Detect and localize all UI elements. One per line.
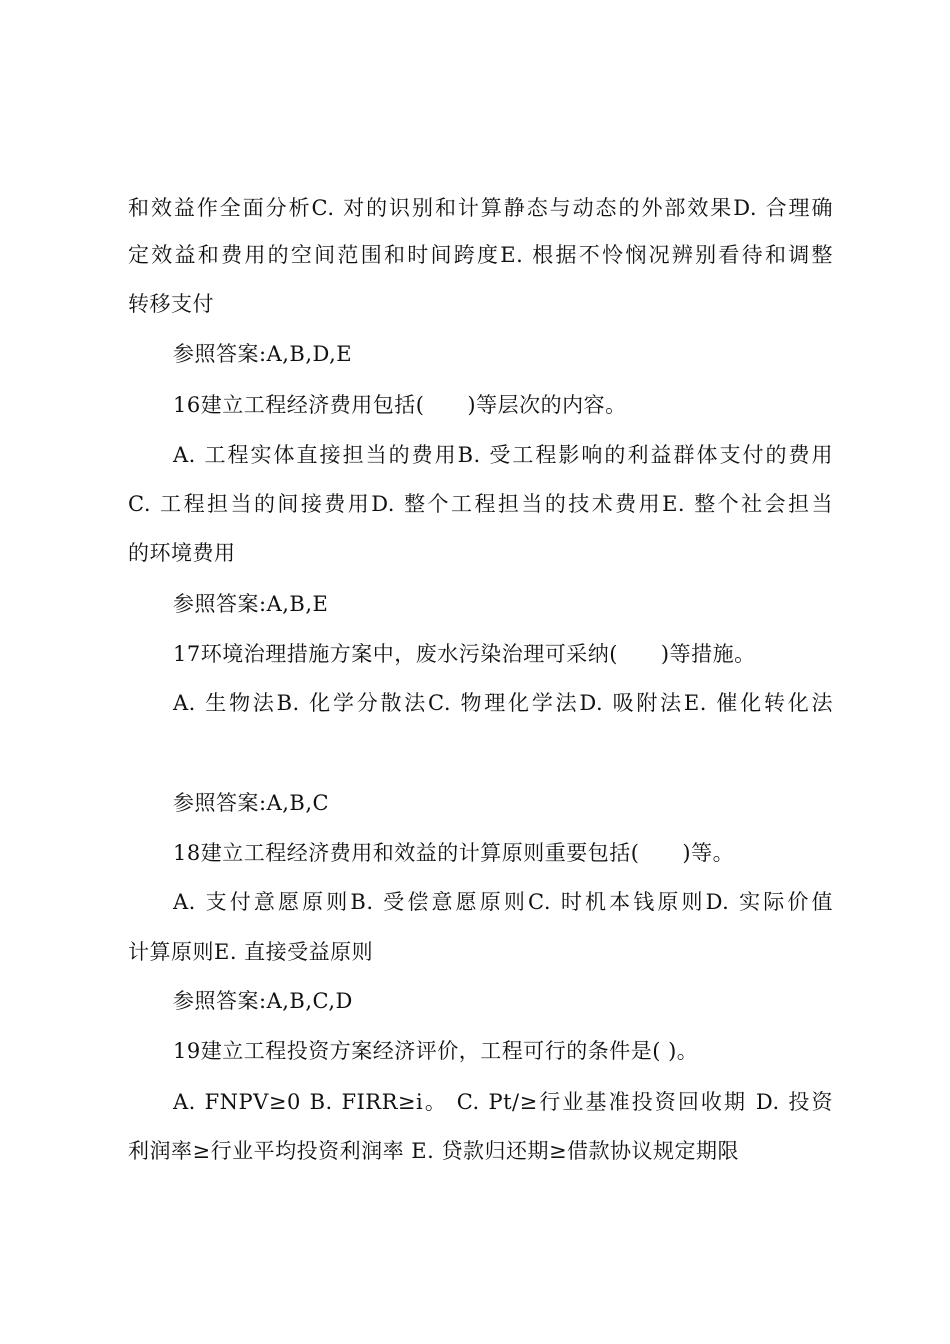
question-17: 17环境治理措施方案中，废水污染治理可采纳( )等措施。 bbox=[173, 642, 756, 666]
question-18: 18建立工程经济费用和效益的计算原则重要包括( )等。 bbox=[173, 841, 735, 865]
answer-line: 参照答案:A,B,C bbox=[173, 791, 330, 815]
answer-line: 参照答案:A,B,C,D bbox=[173, 989, 353, 1013]
text-line: 定效益和费用的空间范围和时间跨度E. 根据不怜悯况辨别看待和调整 bbox=[128, 243, 833, 267]
options-line: A. 支付意愿原则B. 受偿意愿原则C. 时机本钱原则D. 实际价值 bbox=[173, 890, 833, 914]
answer-line: 参照答案:A,B,D,E bbox=[173, 342, 353, 366]
answer-line: 参照答案:A,B,E bbox=[173, 592, 329, 616]
options-line: A. 工程实体直接担当的费用B. 受工程影响的利益群体支付的费用 bbox=[173, 443, 833, 467]
text-line: 和效益作全面分析C. 对的识别和计算静态与动态的外部效果D. 合理确 bbox=[128, 196, 833, 220]
text-line: 转移支付 bbox=[128, 292, 214, 316]
question-16: 16建立工程经济费用包括( )等层次的内容。 bbox=[173, 393, 627, 417]
options-line: 的环境费用 bbox=[128, 541, 236, 565]
options-line: A. 生物法B. 化学分散法C. 物理化学法D. 吸附法E. 催化转化法 bbox=[173, 691, 833, 715]
options-line: 计算原则E. 直接受益原则 bbox=[128, 940, 374, 964]
options-line: C. 工程担当的间接费用D. 整个工程担当的技术费用E. 整个社会担当 bbox=[128, 492, 833, 516]
options-line: A. FNPV≥0 B. FIRR≥i。 C. Pt/≥行业基准投资回收期 D. 投资 bbox=[173, 1090, 833, 1114]
question-19: 19建立工程投资方案经济评价，工程可行的条件是( )。 bbox=[173, 1039, 699, 1063]
options-line: 利润率≥行业平均投资利润率 E. 贷款归还期≥借款协议规定期限 bbox=[128, 1139, 740, 1163]
